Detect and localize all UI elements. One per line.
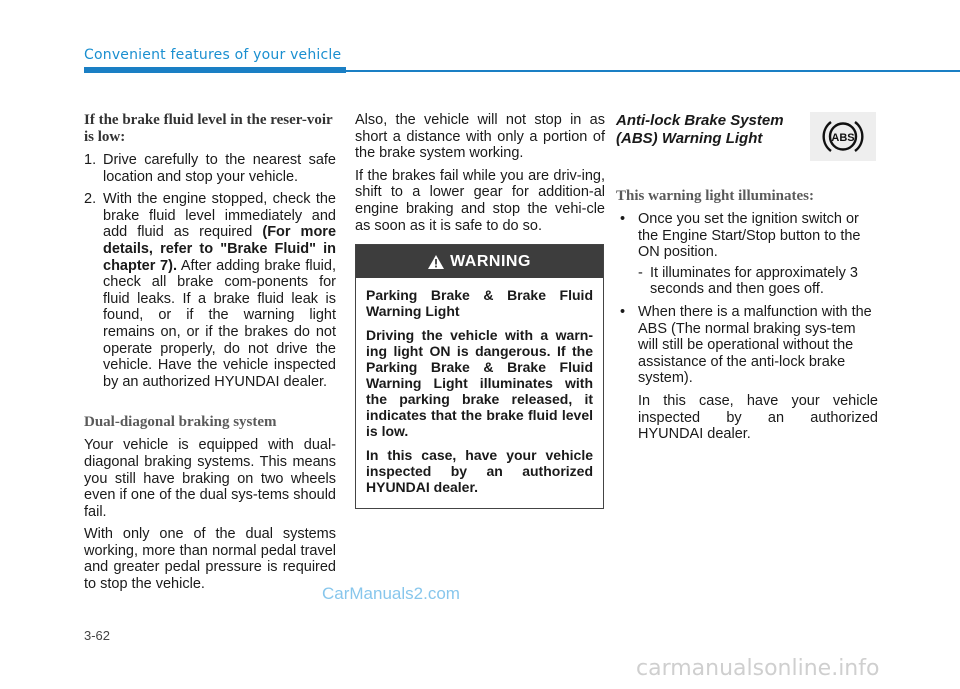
dash-icon: -	[638, 264, 643, 281]
sub-text: It illuminates for approximately 3 seconds and then goes off.	[650, 264, 858, 298]
header-title: Convenient features of your vehicle	[84, 47, 342, 63]
step-item	[84, 152, 336, 185]
warning-box	[355, 244, 604, 509]
section-heading-low-fluid: If the brake fluid level in the reser-voir is low:	[84, 112, 333, 145]
abs-warning-light-icon	[810, 112, 876, 161]
column-middle	[355, 112, 605, 240]
warning-paragraph: In this case, have your vehicle inspected by an authorized HYUNDAI dealer.	[366, 447, 593, 495]
abs-icon	[810, 112, 876, 161]
page-number: 3-62	[84, 628, 111, 643]
column-right	[616, 112, 878, 449]
watermark-text: carmanualsonline.info	[636, 656, 880, 681]
step-text-continued: After adding brake fluid, check all brake com-ponents for fluid leaks. If a brake fluid leak is found, or if the warning light remains on, or if the brakes do not operate properly, do not drive the vehicle. Have the vehicle inspected by an authorized HYUNDAI dealer.	[103, 257, 336, 390]
header-rule-thick	[84, 67, 346, 73]
step-text: With the engine stopped, check the brake fluid level immediately and add fluid as required	[103, 191, 336, 241]
section-heading-abs: Anti-lock Brake System (ABS) Warning Light	[616, 112, 784, 147]
step-item	[84, 191, 336, 390]
step-number: 1.	[84, 152, 97, 168]
paragraph: Your vehicle is equipped with dual-diagonal braking systems. This means you still have braking on two wheels even if one of the dual sys-tems should fail.	[84, 437, 336, 520]
warning-body	[356, 278, 603, 495]
section-heading-dual-diagonal: Dual-diagonal braking system	[84, 414, 277, 431]
warning-label: WARNING	[450, 252, 531, 270]
sub-item	[638, 265, 878, 298]
bullet-paragraph: In this case, have your vehicle inspected by an authorized HYUNDAI dealer.	[638, 392, 878, 443]
bullet-list	[616, 211, 878, 443]
bullet-dot-icon: •	[620, 303, 626, 320]
step-text: Drive carefully to the nearest safe location and stop your vehicle.	[103, 152, 336, 185]
step-number: 2.	[84, 191, 97, 208]
warning-header	[356, 245, 603, 278]
bullet-text: Once you set the ignition switch or the Engine Start/Stop button to the ON position.	[638, 211, 861, 261]
paragraph: Also, the vehicle will not stop in as short a distance with only a portion of the brake system working.	[355, 112, 605, 162]
bullet-text: When there is a malfunction with the ABS (The normal braking sys-tem will still be operational without the assistance of the anti-lock brake system).	[638, 303, 872, 387]
paragraph: With only one of the dual systems working, more than normal pedal travel and greater pedal pressure is required to stop the vehicle.	[84, 526, 336, 593]
bullet-item	[616, 304, 878, 443]
warning-paragraph: Driving the vehicle with a warn-ing light ON is dangerous. If the Parking Brake & Brake Fluid Warning Light illuminates with the parking brake released, it indicates that the brake fluid level is low.	[366, 327, 593, 439]
column-left	[84, 112, 336, 599]
subheading-illuminates: This warning light illuminates:	[616, 188, 814, 204]
watermark-link[interactable]: CarManuals2.com	[322, 584, 460, 603]
step-list	[84, 152, 336, 390]
bullet-item	[616, 211, 878, 298]
paragraph: If the brakes fail while you are driv-ing, shift to a lower gear for addition-al engine braking and stop the vehi-cle as soon as it is safe to do so.	[355, 167, 605, 234]
header-rule-thin	[346, 70, 960, 72]
warning-title: Parking Brake & Brake Fluid Warning Light	[366, 287, 593, 319]
step-reference: (For more details, refer to "Brake Fluid" in chapter 7).	[103, 224, 337, 274]
bullet-dot-icon: •	[620, 211, 626, 227]
warning-triangle-icon	[428, 255, 444, 269]
svg-text:ABS: ABS	[831, 132, 855, 144]
